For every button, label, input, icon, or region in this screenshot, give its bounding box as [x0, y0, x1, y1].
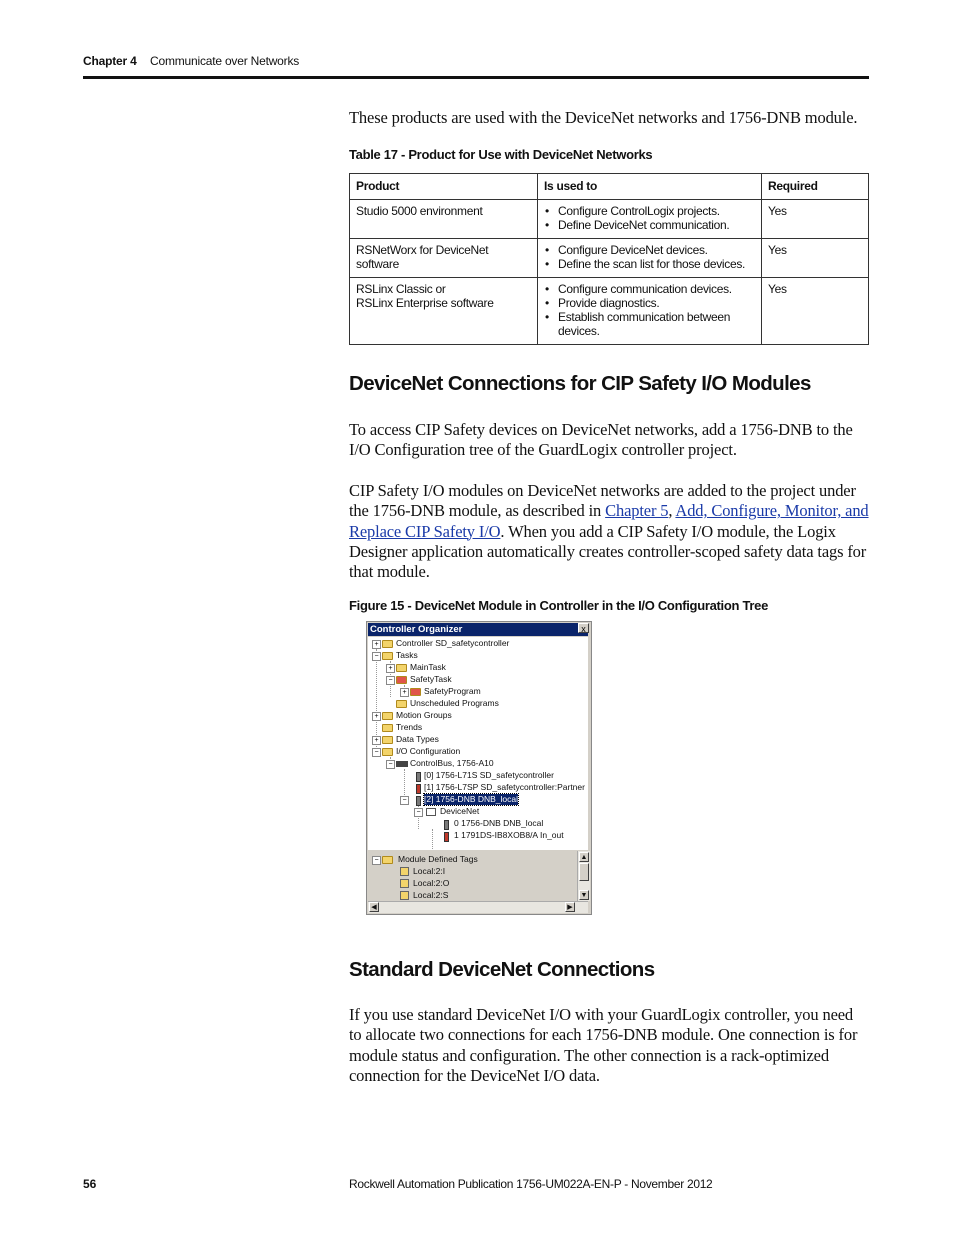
safety-task-icon — [396, 676, 407, 684]
scroll-down-icon[interactable]: ▼ — [580, 892, 588, 899]
expand-toggle[interactable]: + — [372, 640, 381, 649]
tag-icon — [400, 891, 409, 900]
tree-node-1791ds[interactable]: 1 1791DS-IB8XOB8/A In_out — [454, 830, 564, 840]
tree-node-tag[interactable]: Local:2:S — [413, 890, 449, 900]
controller-organizer-screenshot — [366, 621, 592, 915]
collapse-toggle[interactable]: − — [386, 760, 395, 769]
figure-caption: Figure 15 - DeviceNet Module in Controller in the I/O Configuration Tree — [349, 598, 769, 613]
tree-node-safetyprogram[interactable]: SafetyProgram — [424, 686, 481, 696]
col-header-required: Required — [762, 174, 869, 200]
section-label: Communicate over Networks — [150, 54, 300, 68]
product-name: RSLinx Classic or — [356, 282, 446, 296]
module-icon — [416, 796, 421, 806]
tree-node-slot-1[interactable]: [1] 1756-L7SP SD_safetycontroller:Partner — [424, 782, 585, 792]
intro-text: These products are used with the DeviceNet networks and 1756-DNB module. — [349, 108, 858, 127]
task-icon — [396, 664, 407, 672]
tree-node-devicenet[interactable]: DeviceNet — [440, 806, 480, 816]
tree-node-motion-groups[interactable]: Motion Groups — [396, 710, 452, 720]
para-text: . When you add a CIP Safety I/O module, the Logix Designer application automatically creates controller-scoped safety data tags for that module. — [349, 521, 867, 582]
tree-node-unscheduled[interactable]: Unscheduled Programs — [410, 698, 499, 708]
table-row — [350, 239, 869, 278]
product-cell — [350, 200, 538, 239]
page-number: 56 — [83, 1177, 97, 1191]
use-item: • Configure ControlLogix projects. — [544, 204, 755, 218]
collapse-toggle[interactable]: − — [372, 856, 381, 865]
folder-icon — [382, 724, 393, 732]
table-header-row — [350, 174, 869, 200]
use-item: • Provide diagnostics. — [544, 296, 755, 310]
product-cell — [350, 278, 538, 345]
section-heading-cip-safety: DeviceNet Connections for CIP Safety I/O Modules — [349, 372, 811, 395]
col-header-used: Is used to — [538, 174, 762, 200]
tags-pane — [368, 851, 588, 901]
close-icon[interactable]: x — [578, 623, 589, 633]
product-name: RSNetWorx for DeviceNet software — [356, 243, 489, 271]
scroll-up-icon[interactable]: ▲ — [580, 854, 588, 861]
use-item: • Configure communication devices. — [544, 282, 755, 296]
scroll-right-icon[interactable]: ▶ — [565, 902, 575, 912]
tree-node-slot-0[interactable]: [0] 1756-L71S SD_safetycontroller — [424, 770, 554, 780]
use-item: • Define the scan list for those devices. — [544, 257, 755, 271]
scroll-left-icon[interactable]: ◀ — [369, 902, 379, 912]
module-icon — [444, 820, 449, 830]
safety-partner-icon — [416, 784, 421, 794]
cip-para-2 — [349, 481, 869, 582]
tree-node-controlbus[interactable]: ControlBus, 1756-A10 — [410, 758, 494, 768]
collapse-toggle[interactable]: − — [386, 676, 395, 685]
tree-node-tasks[interactable]: Tasks — [396, 650, 418, 660]
folder-icon — [382, 748, 393, 756]
col-header-product: Product — [350, 174, 538, 200]
collapse-toggle[interactable]: − — [372, 652, 381, 661]
uses-cell — [538, 239, 762, 278]
tree-node-controller[interactable]: Controller SD_safetycontroller — [396, 638, 510, 648]
folder-icon — [382, 640, 393, 648]
use-item: • Establish communication between devices. — [544, 310, 755, 338]
folder-icon — [396, 700, 407, 708]
tree-node-data-types[interactable]: Data Types — [396, 734, 439, 744]
safety-module-icon — [444, 832, 449, 842]
tree-node-slot-2-selected[interactable]: [2] 1756-DNB DNB_local — [424, 794, 519, 804]
scroll-thumb[interactable] — [579, 863, 589, 881]
standard-para: If you use standard DeviceNet I/O with your GuardLogix controller, you need to allocate two connections for each 1756-DNB module. One connection is for module status and configuration. The other connection is a rack-optimized connection for the DeviceNet I/O data. — [349, 1005, 858, 1085]
required-cell: Yes — [762, 239, 869, 278]
product-name: RSLinx Enterprise software — [356, 296, 494, 310]
publication-info: Rockwell Automation Publication 1756-UM022A-EN-P - November 2012 — [349, 1177, 713, 1191]
expand-toggle[interactable]: + — [400, 688, 409, 697]
horizontal-scrollbar[interactable] — [368, 901, 588, 913]
tree-node-tag[interactable]: Local:2:I — [413, 866, 446, 876]
module-icon — [416, 772, 421, 782]
product-cell — [350, 239, 538, 278]
page-header — [83, 52, 869, 79]
table-caption: Table 17 - Product for Use with DeviceNet Networks — [349, 147, 653, 162]
tree-node-tag[interactable]: Local:2:O — [413, 878, 450, 888]
collapse-toggle[interactable]: − — [414, 808, 423, 817]
link-chapter-5[interactable]: Chapter 5 — [605, 501, 669, 521]
folder-icon — [382, 652, 393, 660]
backplane-icon — [396, 761, 408, 767]
vertical-scrollbar[interactable] — [577, 851, 590, 901]
para-text: CIP Safety I/O modules on DeviceNet networks are added to the project under the 1756-DNB module, as described in — [349, 481, 856, 521]
expand-toggle[interactable]: + — [372, 712, 381, 721]
collapse-toggle[interactable]: − — [372, 748, 381, 757]
table-row — [350, 200, 869, 239]
tree-node-dnb-local[interactable]: 0 1756-DNB DNB_local — [454, 818, 544, 828]
tree-node-module-defined-tags[interactable]: Module Defined Tags — [398, 854, 478, 864]
chapter-label: Chapter 4 — [83, 54, 137, 68]
tree-view — [368, 637, 588, 850]
required-cell: Yes — [762, 278, 869, 345]
product-name: Studio 5000 environment — [356, 204, 483, 218]
use-item: • Define DeviceNet communication. — [544, 218, 755, 232]
uses-cell — [538, 200, 762, 239]
collapse-toggle[interactable]: − — [400, 796, 409, 805]
tree-node-safetytask[interactable]: SafetyTask — [410, 674, 452, 684]
table-row — [350, 278, 869, 345]
section-heading-standard: Standard DeviceNet Connections — [349, 958, 655, 981]
cip-para-1: To access CIP Safety devices on DeviceNet networks, add a 1756-DNB to the I/O Configuration tree of the GuardLogix controller project. — [349, 420, 853, 460]
network-icon — [426, 808, 436, 816]
expand-toggle[interactable]: + — [386, 664, 395, 673]
safety-program-icon — [410, 688, 421, 696]
link-add-configure[interactable]: Add, Configure, Monitor, and Replace CIP Safety I/O — [349, 501, 869, 541]
window-title: Controller Organizer — [368, 623, 588, 636]
product-table — [349, 173, 869, 345]
required-cell: Yes — [762, 200, 869, 239]
tree-node-maintask[interactable]: MainTask — [410, 662, 446, 672]
expand-toggle[interactable]: + — [372, 736, 381, 745]
use-item: • Configure DeviceNet devices. — [544, 243, 755, 257]
tag-icon — [400, 867, 409, 876]
para-text: , — [668, 501, 676, 521]
folder-icon — [382, 712, 393, 720]
tree-node-io-configuration[interactable]: I/O Configuration — [396, 746, 461, 756]
tree-node-trends[interactable]: Trends — [396, 722, 423, 732]
folder-icon — [382, 856, 393, 864]
uses-cell — [538, 278, 762, 345]
folder-icon — [382, 736, 393, 744]
tag-icon — [400, 879, 409, 888]
